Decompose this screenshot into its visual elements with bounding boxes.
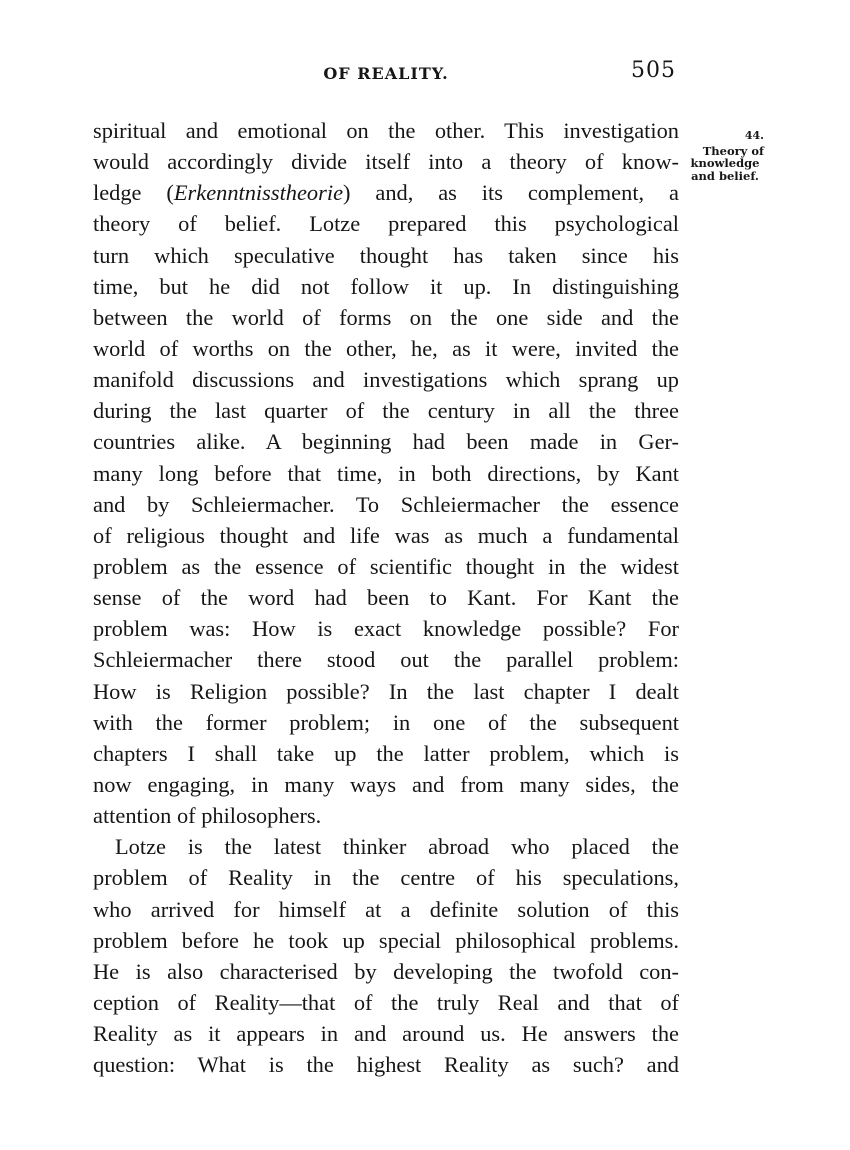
body-text xyxy=(93,115,679,1080)
text-line: He is also characterised by developing the twofold con- xyxy=(93,958,679,984)
margin-note-line: Theory of xyxy=(702,143,764,158)
text-line: manifold discussions and investigations which sprang up xyxy=(93,367,679,393)
text-line xyxy=(93,177,679,208)
text-line: would accordingly divide itself into a theory of know- xyxy=(93,149,679,175)
text-segment: ledge ( xyxy=(93,180,174,206)
margin-note xyxy=(680,130,770,182)
text-line: of religious thought and life was as much a fundamental xyxy=(93,522,679,548)
margin-note-number: 44. xyxy=(744,129,764,142)
text-line: Lotze is the latest thinker abroad who placed the xyxy=(115,834,679,860)
text-line: attention of philosophers. xyxy=(93,803,322,829)
text-line: turn which speculative thought has taken since his xyxy=(93,242,679,268)
text-line: spiritual and emotional on the other. This investigation xyxy=(93,118,679,143)
text-line: countries alike. A beginning had been made in Ger- xyxy=(93,429,679,455)
text-line: How is Religion possible? In the last chapter I dealt xyxy=(93,678,679,704)
text-line: with the former problem; in one of the subsequent xyxy=(93,709,679,735)
text-line: problem as the essence of scientific thought in the widest xyxy=(93,553,679,579)
text-line: sense of the word had been to Kant. For Kant the xyxy=(93,585,679,611)
page-number: 505 xyxy=(631,58,676,83)
text-line: during the last quarter of the century in all the three xyxy=(93,398,679,424)
text-line: now engaging, in many ways and from many sides, the xyxy=(93,771,679,797)
margin-note-line: and belief. xyxy=(691,168,759,183)
running-title: OF REALITY. xyxy=(323,64,449,83)
text-line: time, but he did not follow it up. In distinguishing xyxy=(93,273,679,299)
text-line: many long before that time, in both directions, by Kant xyxy=(93,460,679,486)
margin-note-line: knowledge xyxy=(690,156,760,170)
text-line: and by Schleiermacher. To Schleiermacher the essence xyxy=(93,491,679,517)
text-segment: ) and, as its complement, a xyxy=(343,180,679,206)
text-line: problem before he took up special philosophical problems. xyxy=(93,927,679,953)
text-line: theory of belief. Lotze prepared this psychological xyxy=(93,211,679,237)
text-line: problem of Reality in the centre of his speculations, xyxy=(93,865,679,891)
italic-term: Erkenntnisstheorie xyxy=(173,180,344,206)
text-line: Reality as it appears in and around us. He answers the xyxy=(93,1021,679,1047)
text-line: chapters I shall take up the latter problem, which is xyxy=(93,740,679,766)
text-line: between the world of forms on the one side and the xyxy=(93,304,679,330)
text-line: world of worths on the other, he, as it were, invited the xyxy=(93,335,679,361)
text-line: who arrived for himself at a definite solution of this xyxy=(93,896,679,922)
text-line: ception of Reality—that of the truly Real and that of xyxy=(93,989,679,1015)
running-head xyxy=(92,58,680,88)
text-line: Schleiermacher there stood out the parallel problem: xyxy=(93,647,679,673)
text-line: problem was: How is exact knowledge possible? For xyxy=(93,616,679,642)
text-line: question: What is the highest Reality as such? and xyxy=(93,1052,679,1078)
